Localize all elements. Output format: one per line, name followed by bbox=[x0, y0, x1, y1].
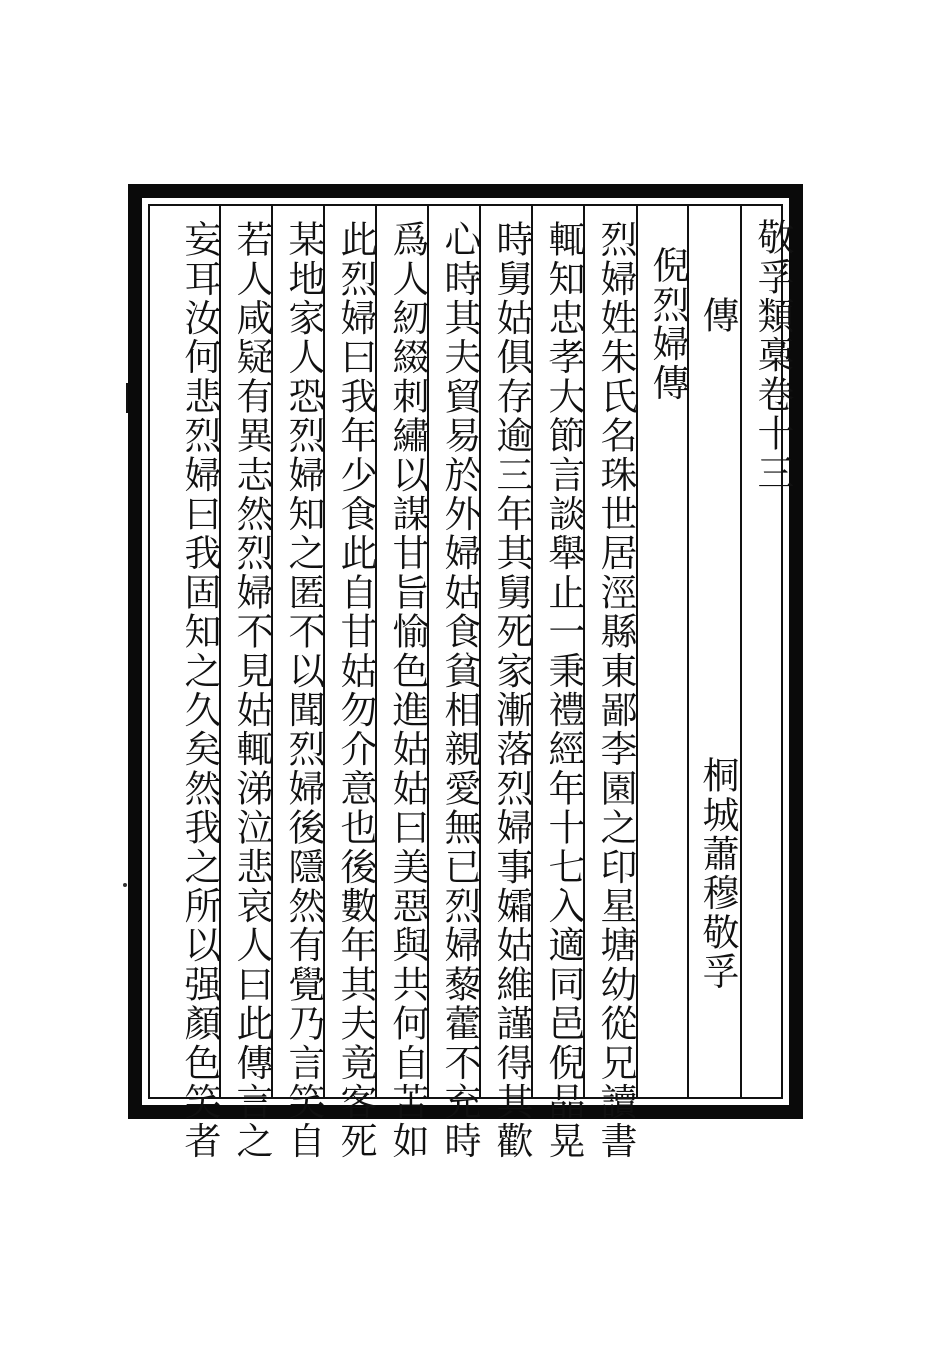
body-column: 妄耳汝何悲烈婦曰我固知之久矣然我之所以强顏色笑者 bbox=[178, 220, 221, 1161]
author-line: 桐城蕭穆敬孚 bbox=[696, 756, 739, 992]
title-rule bbox=[740, 206, 742, 1097]
body-column: 此烈婦曰我年少食此自甘姑勿介意也後數年其夫竟客死 bbox=[334, 220, 377, 1161]
body-column: 心時其夫貿易於外婦姑食貧相親愛無已烈婦藜藿不充時 bbox=[438, 220, 481, 1161]
article-title: 倪烈婦傳 bbox=[646, 246, 689, 403]
section-label: 傳 bbox=[696, 296, 739, 336]
book-title: 敬孚類槀卷十三 bbox=[751, 218, 794, 493]
body-column: 若人咸疑有異志然烈婦不見姑輒涕泣悲哀人曰此傳言之 bbox=[230, 220, 273, 1161]
body-column: 某地家人恐烈婦知之匿不以聞烈婦後隱然有覺乃言笑自 bbox=[282, 220, 325, 1161]
body-column: 烈婦姓朱氏名珠世居涇縣東鄙李園之印星塘幼從兄讀書 bbox=[594, 220, 637, 1161]
edge-dot bbox=[123, 883, 127, 887]
page-inner-border bbox=[148, 204, 794, 1161]
body-column: 爲人紉綴刺繡以謀甘旨愉色進姑姑曰美惡與共何自苦如 bbox=[386, 220, 429, 1161]
body-column: 時舅姑俱存逾三年其舅死家漸落烈婦事孀姑維謹得其歡 bbox=[490, 220, 533, 1161]
body-column: 輒知忠孝大節言談舉止一秉禮經年十七入適同邑倪晶晃 bbox=[542, 220, 585, 1161]
page-frame bbox=[128, 184, 803, 1161]
